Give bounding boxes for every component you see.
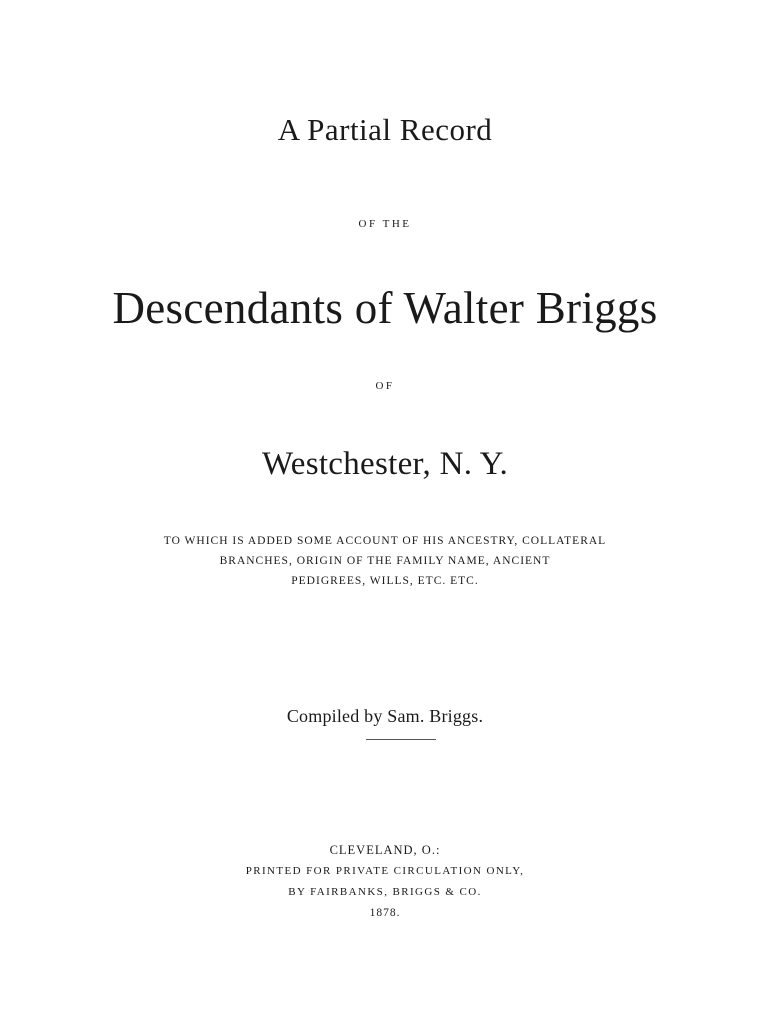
main-title: Descendants of Walter Briggs (112, 283, 658, 333)
imprint-year: 1878. (369, 907, 401, 919)
connector-of-the: OF THE (358, 218, 412, 230)
imprint-printed-for: PRINTED FOR PRIVATE CIRCULATION ONLY, (245, 865, 525, 877)
imprint-publisher: BY FAIRBANKS, BRIGGS & CO. (288, 886, 482, 898)
imprint-city: CLEVELAND, O.: (329, 843, 441, 857)
connector-of: OF (375, 380, 395, 392)
compiler-credit: Compiled by Sam. Briggs. (286, 706, 484, 726)
subtitle-line-2: BRANCHES, ORIGIN OF THE FAMILY NAME, ANCIENT (219, 555, 551, 567)
place-name: Westchester, N. Y. (261, 446, 509, 482)
subtitle-line-1: TO WHICH IS ADDED SOME ACCOUNT OF HIS ANCESTRY, COLLATERAL (163, 535, 607, 547)
divider-rule (366, 739, 436, 740)
title-line-partial-record: A Partial Record (277, 112, 493, 147)
subtitle-line-3: PEDIGREES, WILLS, ETC. ETC. (291, 575, 479, 587)
